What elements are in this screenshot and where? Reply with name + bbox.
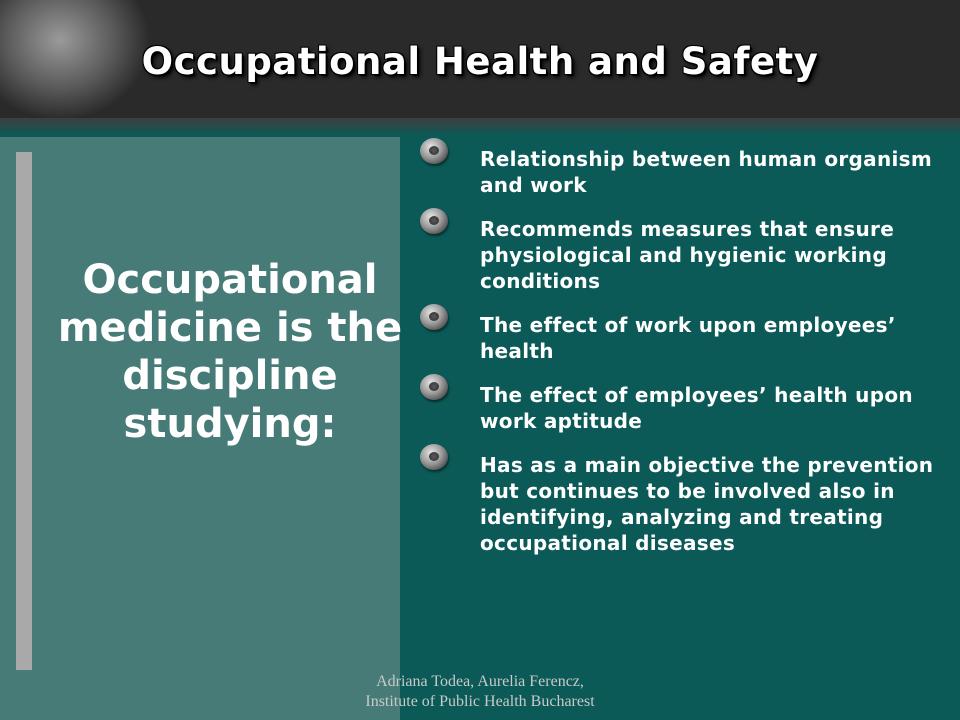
bullet-item — [420, 446, 940, 556]
coin-bullet-icon — [420, 444, 448, 470]
bullet-item — [420, 140, 940, 198]
left-heading: Occupational medicine is the discipline studying: — [57, 257, 403, 447]
bullet-text: The effect of work upon employees’ health — [480, 313, 896, 363]
footer-credit — [280, 672, 680, 712]
slide-title: Occupational Health and Safety — [141, 40, 819, 83]
bullet-text: Recommends measures that ensure physiological and hygienic working conditions — [480, 217, 895, 293]
bullet-text: Has as a main objective the prevention but continues to be involved also in identifying, analyzing and treating occupational diseases — [480, 453, 934, 555]
left-accent-bar — [16, 152, 32, 670]
bullet-list — [420, 140, 940, 568]
bullet-item — [420, 376, 940, 434]
coin-bullet-icon — [420, 208, 448, 234]
bullet-text: The effect of employees’ health upon work aptitude — [480, 383, 913, 433]
footer-authors: Adriana Todea, Aurelia Ferencz, — [376, 673, 584, 690]
coin-bullet-icon — [420, 304, 448, 330]
coin-bullet-icon — [420, 138, 448, 164]
header-divider — [0, 118, 960, 136]
footer-institution: Institute of Public Health Bucharest — [365, 693, 595, 710]
coin-bullet-icon — [420, 374, 448, 400]
bullet-item — [420, 210, 940, 294]
bullet-item — [420, 306, 940, 364]
bullet-text: Relationship between human organism and work — [480, 147, 933, 197]
